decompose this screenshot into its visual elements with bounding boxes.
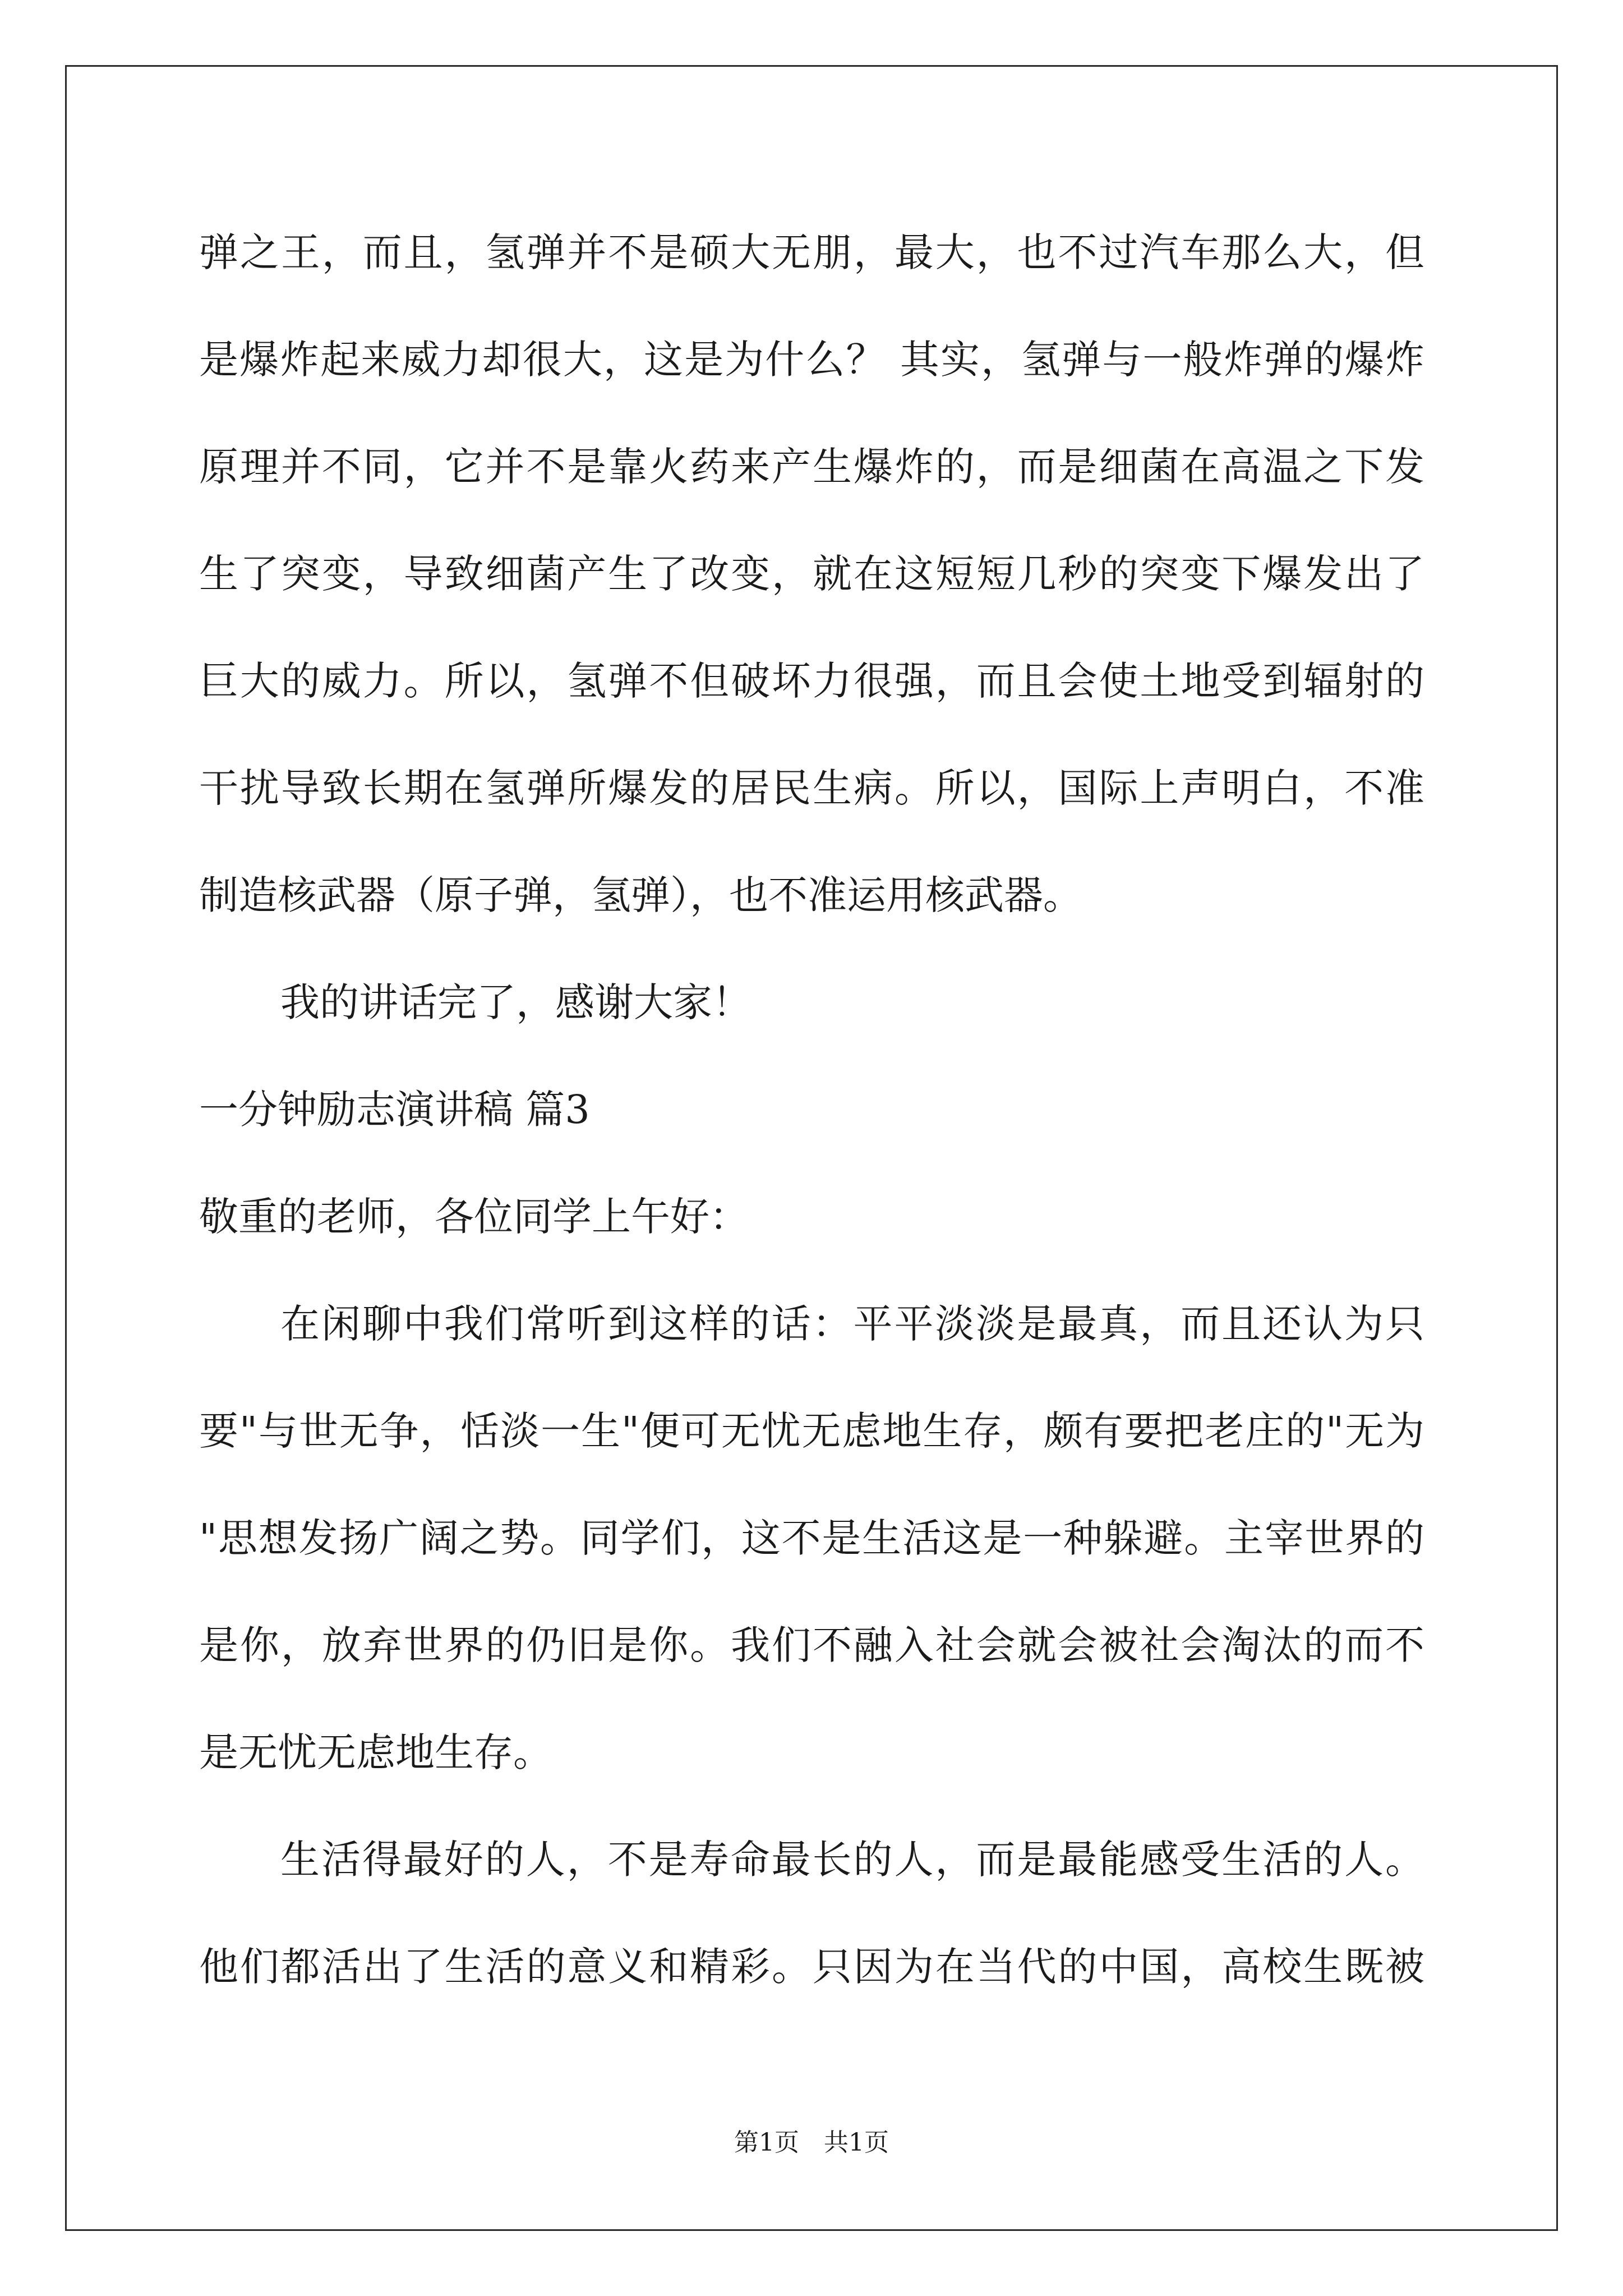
text-line: 制造核武器（原子弹，氢弹），也不准运用核武器。: [199, 872, 1082, 918]
text-line: 要"与世无争，恬淡一生"便可无忧无虑地生存，颇有要把老庄的"无为: [199, 1408, 1424, 1454]
text-line: 生活得最好的人，不是寿命最长的人，而是最能感受生活的人。: [280, 1837, 1424, 1883]
text-line: 他们都活出了生活的意义和精彩。只因为在当代的中国，高校生既被: [199, 1944, 1424, 1990]
page-footer: 第1页 共1页: [734, 2128, 889, 2157]
closing-remark: 我的讲话完了，感谢大家！: [280, 979, 751, 1025]
section-heading: 一分钟励志演讲稿 篇3: [199, 1087, 590, 1133]
text-line: 干扰导致长期在氢弹所爆发的居民生病。所以，国际上声明白，不准: [199, 765, 1424, 811]
text-line: 巨大的威力。所以，氢弹不但破坏力很强，而且会使土地受到辐射的: [199, 658, 1424, 704]
salutation: 敬重的老师，各位同学上午好：: [199, 1194, 749, 1240]
text-line: 是爆炸起来威力却很大，这是为什么？ 其实，氢弹与一般炸弹的爆炸: [199, 337, 1424, 383]
text-line: 原理并不同，它并不是靠火药来产生爆炸的，而是细菌在高温之下发: [199, 444, 1424, 490]
text-line: 在闲聊中我们常听到这样的话：平平淡淡是最真，而且还认为只: [280, 1301, 1424, 1347]
text-line: 是无忧无虑地生存。: [199, 1729, 552, 1775]
document-body: [199, 199, 1424, 2021]
text-line: "思想发扬广阔之势。同学们，这不是生活这是一种躲避。主宰世界的: [199, 1515, 1424, 1561]
text-line: 生了突变，导致细菌产生了改变，就在这短短几秒的突变下爆发出了: [199, 551, 1424, 597]
text-line: 是你，放弃世界的仍旧是你。我们不融入社会就会被社会淘汰的而不: [199, 1622, 1424, 1668]
text-line: 弹之王，而且，氢弹并不是硕大无朋，最大，也不过汽车那么大，但: [199, 229, 1424, 275]
